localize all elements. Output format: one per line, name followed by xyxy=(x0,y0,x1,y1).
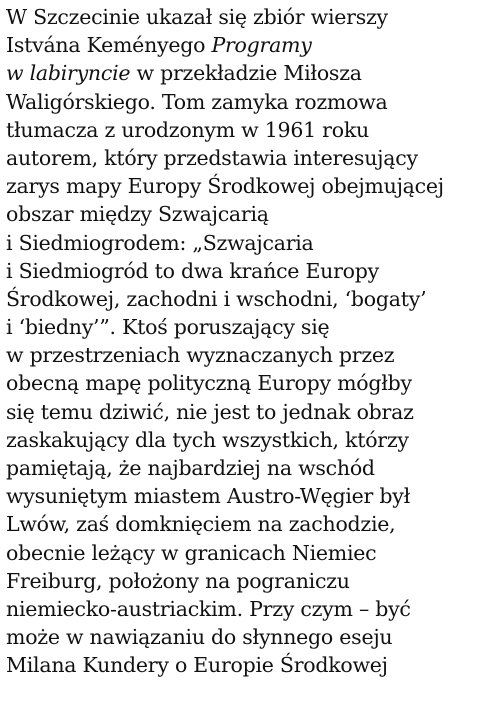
text-run: i Siedmiogród to dwa krańce Europy xyxy=(6,258,379,283)
text-line xyxy=(6,482,478,510)
text-run: może w nawiązaniu do słynnego eseju xyxy=(6,625,393,650)
text-run: wysuniętym miastem Austro-Węgier był xyxy=(6,484,410,509)
text-run: zaskakujący dla tych wszystkich, którzy xyxy=(6,427,409,452)
text-line xyxy=(6,31,478,59)
text-line xyxy=(6,651,478,679)
text-line xyxy=(6,116,478,144)
text-line xyxy=(6,172,478,200)
text-line xyxy=(6,3,478,31)
text-line xyxy=(6,595,478,623)
text-line xyxy=(6,229,478,257)
text-run: niemiecko-austriackim. Przy czym – być xyxy=(6,596,411,621)
text-run: autorem, który przedstawia interesujący xyxy=(6,145,418,170)
text-line xyxy=(6,426,478,454)
text-line xyxy=(6,341,478,369)
text-line xyxy=(6,59,478,87)
text-line xyxy=(6,257,478,285)
text-line xyxy=(6,539,478,567)
text-run: tłumacza z urodzonym w 1961 roku xyxy=(6,117,369,142)
text-line xyxy=(6,454,478,482)
text-run: zarys mapy Europy Środkowej obejmującej xyxy=(6,174,444,199)
text-run: obszar między Szwajcarią xyxy=(6,202,269,227)
text-line xyxy=(6,88,478,116)
text-line xyxy=(6,144,478,172)
text-run: w przestrzeniach wyznaczanych przez xyxy=(6,343,395,368)
article-body xyxy=(6,3,478,680)
text-run: i ‘biedny’”. Ktoś poruszający się xyxy=(6,315,330,340)
text-run: obecną mapę polityczną Europy mógłby xyxy=(6,371,412,396)
text-line xyxy=(6,567,478,595)
text-line xyxy=(6,285,478,313)
book-title-italic: w labiryncie xyxy=(6,61,131,86)
text-line xyxy=(6,369,478,397)
text-run: Lwów, zaś domknięciem na zachodzie, xyxy=(6,512,396,537)
text-line xyxy=(6,398,478,426)
text-line xyxy=(6,510,478,538)
text-run: w przekładzie Miłosza xyxy=(130,61,362,86)
text-line xyxy=(6,623,478,651)
text-run: Freiburg, położony na pograniczu xyxy=(6,568,350,593)
text-run: Waligórskiego. Tom zamyka rozmowa xyxy=(6,89,388,114)
book-title-italic: Programy xyxy=(211,33,312,58)
text-run: Milana Kundery o Europie Środkowej xyxy=(6,653,388,678)
text-run: Środkowej, zachodni i wschodni, ‘bogaty’ xyxy=(6,286,427,311)
text-run: i Siedmiogrodem: „Szwajcaria xyxy=(6,230,314,255)
text-run: W Szczecinie ukazał się zbiór wierszy xyxy=(6,5,388,29)
text-run: pamiętają, że najbardziej na wschód xyxy=(6,456,375,480)
text-line xyxy=(6,313,478,341)
text-run: się temu dziwić, nie jest to jednak obraz xyxy=(6,399,414,424)
text-line xyxy=(6,200,478,228)
text-run: obecnie leżący w granicach Niemiec xyxy=(6,540,377,565)
text-run: Istvána Keményego xyxy=(6,33,212,58)
